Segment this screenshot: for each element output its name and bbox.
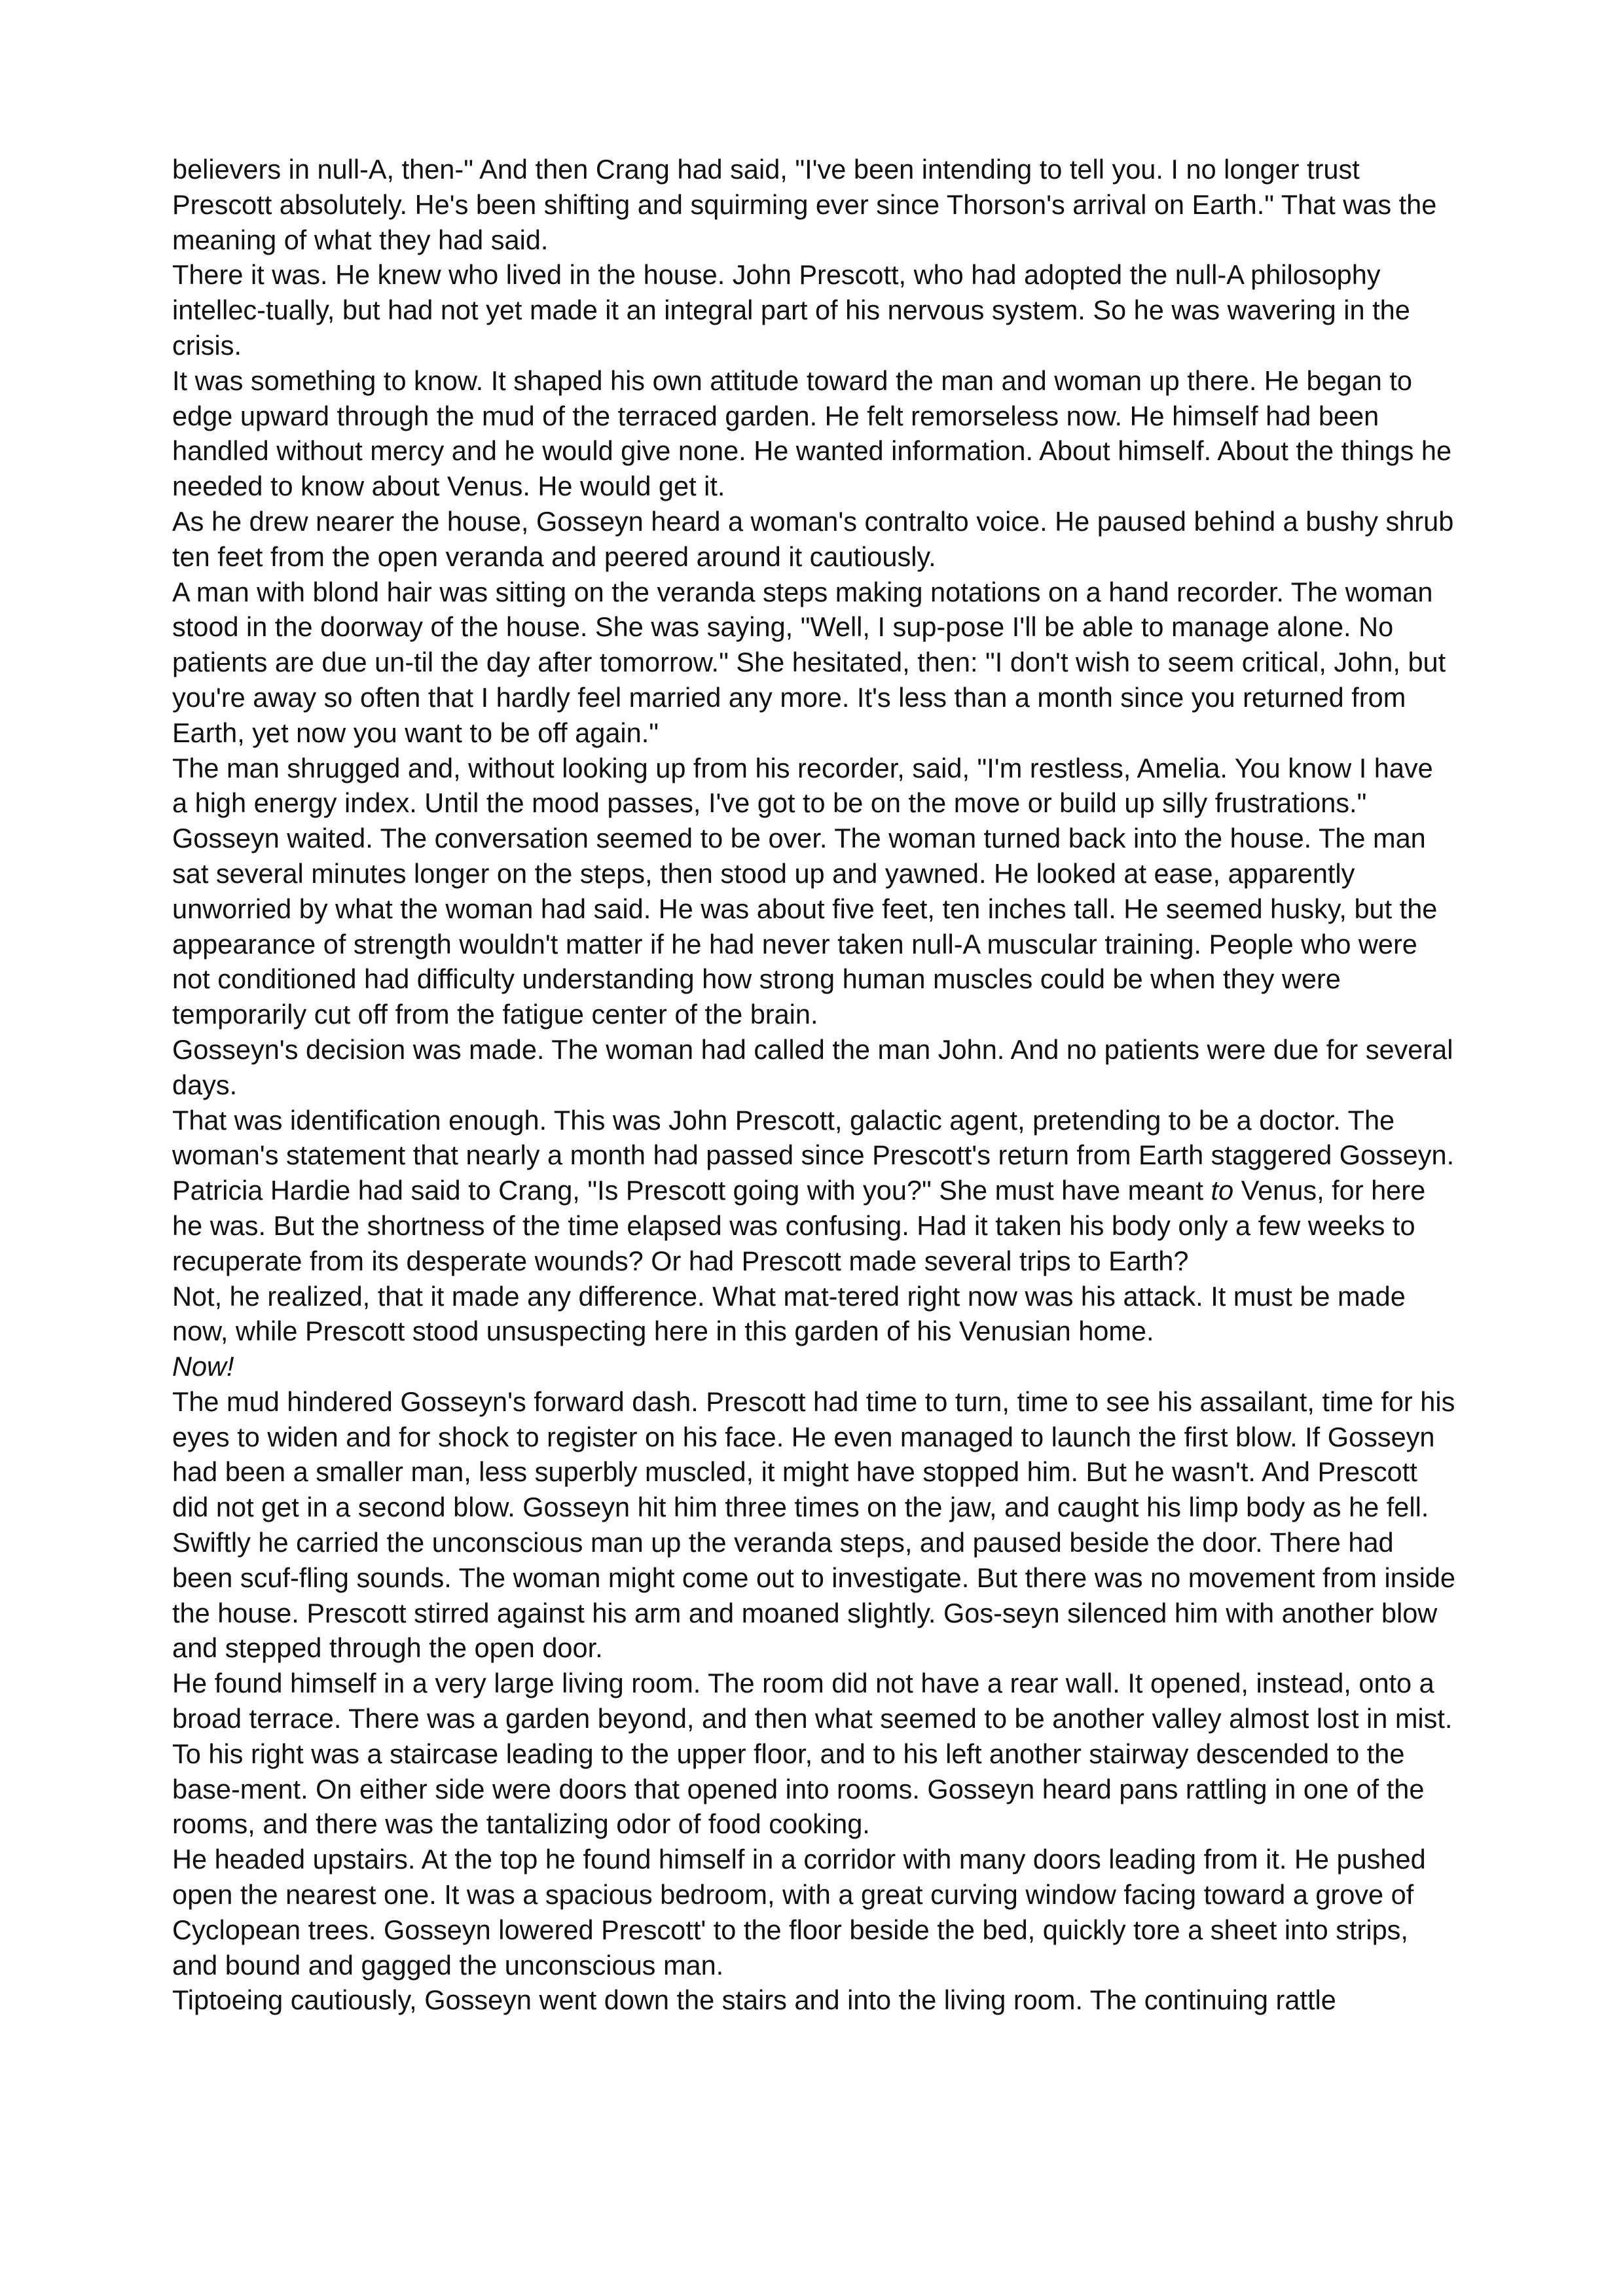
- emphasis-text: to: [1211, 1175, 1234, 1206]
- paragraph: Gosseyn's decision was made. The woman had called the man John. And no patients were due for several days.: [172, 1033, 1453, 1100]
- paragraph: A man with blond hair was sitting on the veranda steps making notations on a hand recorder. The woman stood in the doorway of the house. She was saying, "Well, I sup-pose I'll be able to manage alone. No patients are due un-til the day after tomorrow." She hesitated, then: "I don't wish to seem critical, John, but you're away so often that I hardly feel married any more. It's less than a month since you returned from Earth, yet now you want to be off again.": [172, 576, 1446, 748]
- paragraph: He found himself in a very large living room. The room did not have a rear wall. It opened, instead, onto a broad terrace. There was a garden beyond, and then what seemed to be another valley almost lost in mist.: [172, 1668, 1453, 1734]
- paragraph: believers in null-A, then-" And then Crang had said, "I've been intending to tell you. I no longer trust Prescott absolutely. He's been shifting and squirming ever since Thorson's arrival on Earth." That was the meaning of what they had said.: [172, 154, 1437, 255]
- paragraph: To his right was a staircase leading to the upper floor, and to his left another stairway descended to the base-ment. On either side were doors that opened into rooms. Gosseyn heard pans rattling in one of the rooms, and there was the tantalizing odor of food cooking.: [172, 1738, 1425, 1840]
- paragraph: The mud hindered Gosseyn's forward dash. Prescott had time to turn, time to see his assailant, time for his eyes to widen and for shock to register on his face. He even managed to launch the first blow. If Gosseyn had been a smaller man, less superbly muscled, it might have stopped him. But he wasn't. And Prescott did not get in a second blow. Gosseyn hit him three times on the jaw, and caught his limp body as he fell.: [172, 1386, 1455, 1523]
- paragraph: There it was. He knew who lived in the house. John Prescott, who had adopted the null-A philosophy intellec-tually, but had not yet made it an integral part of his nervous system. So he was wavering in the crisis.: [172, 259, 1410, 361]
- document-page: [172, 152, 1455, 2018]
- paragraph: It was something to know. It shaped his own attitude toward the man and woman up there. He began to edge upward through the mud of the terraced garden. He felt remorseless now. He himself had been handled without mercy and he would give none. He wanted information. About himself. About the things he needed to know about Venus. He would get it.: [172, 365, 1452, 502]
- paragraph-with-emphasis: [172, 1103, 1455, 1279]
- paragraph: He headed upstairs. At the top he found himself in a corridor with many doors leading from it. He pushed open the nearest one. It was a spacious bedroom, with a great curving window facing toward a grove of Cyclopean trees. Gosseyn lowered Prescott' to the floor beside the bed, quickly tore a sheet into strips, and bound and gagged the unconscious man.: [172, 1844, 1426, 1981]
- emphasis-text: Now!: [172, 1351, 234, 1382]
- paragraph-italic: [172, 1349, 1455, 1384]
- paragraph-text-start: That was identification enough. This was John Prescott, galactic agent, pretending to be a doctor. The woman's statement that nearly a month had passed since Prescott's return from Earth staggered Gosseyn. Patricia Hardie had said to Crang, "Is Prescott going with you?" She must have meant: [172, 1104, 1455, 1206]
- paragraph: The man shrugged and, without looking up from his recorder, said, "I'm restless, Amelia. You know I have a high energy index. Until the mood passes, I've got to be on the move or build up silly frustrations.": [172, 752, 1433, 819]
- paragraph-text-end: Venus, for here he was. But the shortness of the time elapsed was confusing. Had it taken his body only a few weeks to recuperate from its desperate wounds? Or had Prescott made several trips to Earth?: [172, 1175, 1426, 1276]
- paragraph: As he drew nearer the house, Gosseyn heard a woman's contralto voice. He paused behind a bushy shrub ten feet from the open veranda and peered around it cautiously.: [172, 505, 1454, 572]
- paragraph: Tiptoeing cautiously, Gosseyn went down the stairs and into the living room. The continuing rattle: [172, 1984, 1336, 2016]
- paragraph: Not, he realized, that it made any difference. What mat-tered right now was his attack. It must be made now, while Prescott stood unsuspecting here in this garden of his Venusian home.: [172, 1280, 1406, 1347]
- paragraph: Swiftly he carried the unconscious man up the veranda steps, and paused beside the door. There had been scuf-fling sounds. The woman might come out to investigate. But there was no movement from inside the house. Prescott stirred against his arm and moaned slightly. Gos-seyn silenced him with another blow and stepped through the open door.: [172, 1527, 1455, 1664]
- paragraph: Gosseyn waited. The conversation seemed to be over. The woman turned back into the house. The man sat several minutes longer on the steps, then stood up and yawned. He looked at ease, apparently unworried by what the woman had said. He was about five feet, ten inches tall. He seemed husky, but the appearance of strength wouldn't matter if he had never taken null-A muscular training. People who were not conditioned had difficulty understanding how strong human muscles could be when they were temporarily cut off from the fatigue center of the brain.: [172, 823, 1438, 1030]
